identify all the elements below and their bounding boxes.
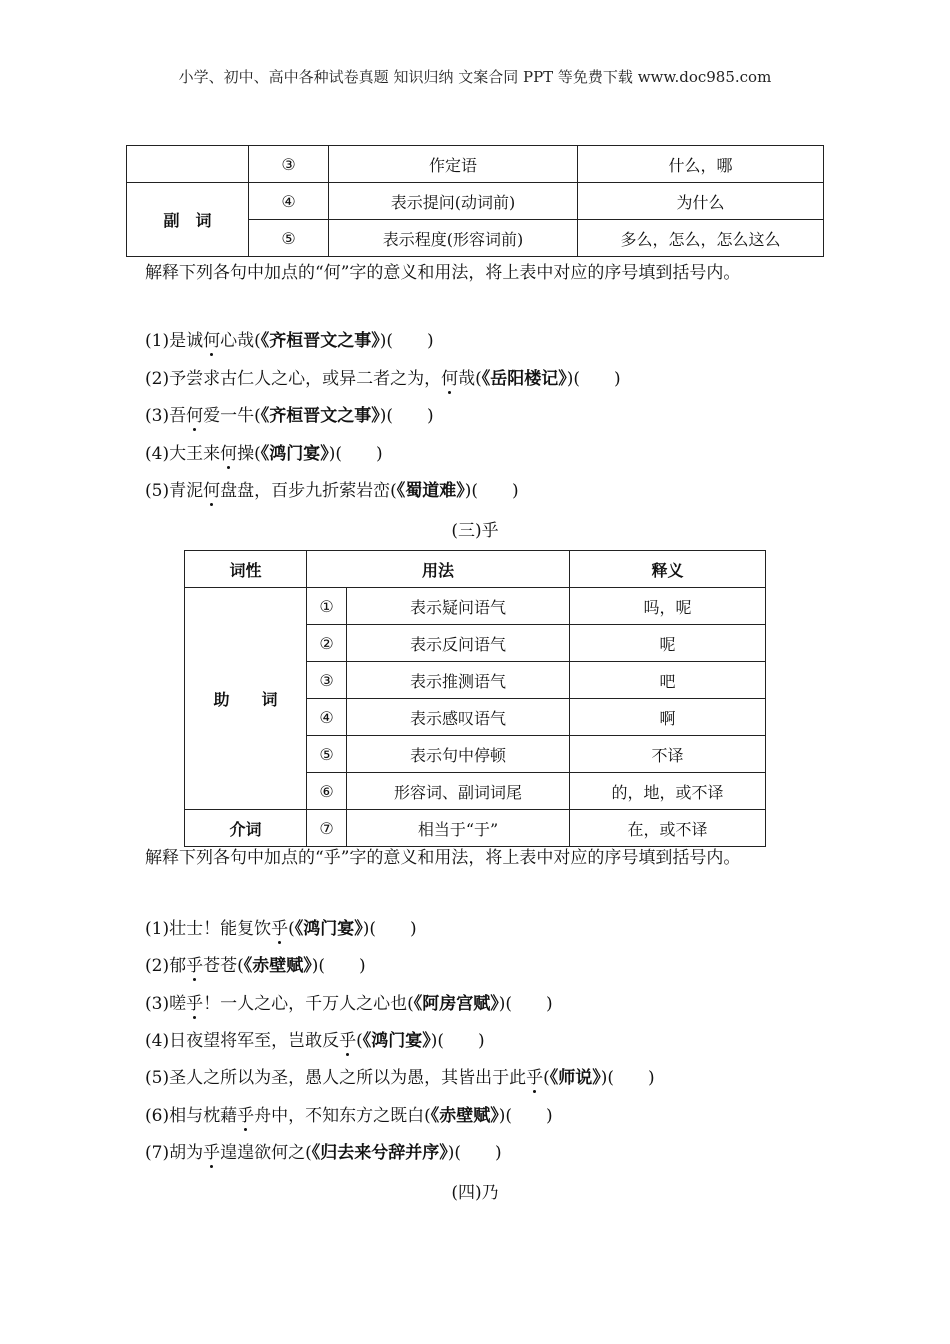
source-title: 《归去来兮辞并序》 xyxy=(311,1142,448,1163)
sentence-text: 苍苍( xyxy=(203,956,244,977)
answer-blank: )( ) xyxy=(600,1068,655,1089)
hu-instruction: 解释下列各句中加点的“乎”字的意义和用法，将上表中对应的序号填到括号内。 xyxy=(145,848,741,868)
meaning-cell: 的，地，或不译 xyxy=(570,773,766,810)
pos-cell-jieci: 介词 xyxy=(185,810,307,847)
example-sentence xyxy=(145,401,434,426)
sentence-text: (7)胡为 xyxy=(145,1142,204,1163)
answer-blank: )( ) xyxy=(464,481,519,501)
meaning-cell: 呢 xyxy=(570,625,766,662)
num-cell: ② xyxy=(307,625,347,662)
meaning-cell: 多么，怎么，怎么这么 xyxy=(578,220,824,257)
usage-cell: 表示感叹语气 xyxy=(347,699,570,736)
table-row xyxy=(127,183,824,220)
dotted-char: 乎 xyxy=(237,1101,254,1126)
usage-cell: 表示疑问语气 xyxy=(347,588,570,625)
answer-blank: )( ) xyxy=(447,1142,502,1163)
meaning-cell: 吧 xyxy=(570,662,766,699)
sentence-text: (6)相与枕藉 xyxy=(145,1105,238,1126)
answer-blank: )( ) xyxy=(379,331,434,351)
example-sentence xyxy=(145,1063,655,1088)
num-cell: ④ xyxy=(249,183,329,220)
dotted-char: 何 xyxy=(441,364,458,389)
usage-cell: 形容词、副词词尾 xyxy=(347,773,570,810)
sentence-text: 哉( xyxy=(458,368,482,389)
section-title-hu: (三)乎 xyxy=(451,521,499,541)
sentence-text: (2)郁 xyxy=(145,956,187,977)
sentence-text: ( xyxy=(288,919,295,939)
source-title: 《齐桓晋文之事》 xyxy=(260,331,380,351)
sentence-text: (3)吾 xyxy=(145,406,187,426)
example-sentence xyxy=(145,476,519,501)
usage-cell: 表示推测语气 xyxy=(347,662,570,699)
dotted-char: 何 xyxy=(203,476,220,501)
source-title: 《鸿门宴》 xyxy=(362,1030,431,1051)
meaning-cell: 啊 xyxy=(570,699,766,736)
usage-cell: 表示提问(动词前) xyxy=(329,183,578,220)
hu-usage-table xyxy=(184,550,766,847)
example-sentence xyxy=(145,439,383,464)
num-cell: ④ xyxy=(307,699,347,736)
num-cell: ⑤ xyxy=(249,220,329,257)
answer-blank: )( ) xyxy=(498,993,553,1014)
source-title: 《鸿门宴》 xyxy=(294,919,363,939)
num-cell: ⑥ xyxy=(307,773,347,810)
sentence-text: (1)壮士！能复饮 xyxy=(145,919,272,939)
example-sentence xyxy=(145,1138,502,1163)
answer-blank: )( ) xyxy=(498,1105,553,1126)
he-usage-table xyxy=(126,145,824,257)
example-sentence xyxy=(145,914,417,939)
table-header-row xyxy=(185,551,766,588)
answer-blank: )( ) xyxy=(328,443,383,464)
sentence-text: (1)是诚 xyxy=(145,331,204,351)
num-cell: ③ xyxy=(249,146,329,183)
example-sentence xyxy=(145,951,366,976)
meaning-cell: 吗，呢 xyxy=(570,588,766,625)
sentence-text: (5)青泥 xyxy=(145,481,204,501)
answer-blank: )( ) xyxy=(566,368,621,389)
table-row xyxy=(185,588,766,625)
num-cell: ① xyxy=(307,588,347,625)
example-sentence xyxy=(145,1026,485,1051)
sentence-text: 遑遑欲何之( xyxy=(220,1142,312,1163)
dotted-char: 乎 xyxy=(186,951,203,976)
sentence-text: ( xyxy=(356,1030,363,1051)
source-title: 《赤壁赋》 xyxy=(243,956,312,977)
sentence-text: (4)日夜望将军至，岂敢反 xyxy=(145,1030,340,1051)
sentence-text: 爱一牛( xyxy=(203,406,261,426)
example-sentence xyxy=(145,364,621,389)
dotted-char: 乎 xyxy=(186,989,203,1014)
usage-cell: 表示反问语气 xyxy=(347,625,570,662)
dotted-char: 乎 xyxy=(339,1026,356,1051)
sentence-text: (2)予尝求古仁人之心，或异二者之为， xyxy=(145,368,442,389)
pos-cell xyxy=(127,146,249,183)
example-sentence xyxy=(145,326,434,351)
header-pos: 词性 xyxy=(185,551,307,588)
source-title: 《鸿门宴》 xyxy=(260,443,329,464)
pos-cell: 副 词 xyxy=(127,183,249,257)
source-title: 《阿房宫赋》 xyxy=(413,993,499,1014)
source-title: 《蜀道难》 xyxy=(396,481,465,501)
dotted-char: 何 xyxy=(203,326,220,351)
usage-cell: 相当于“于” xyxy=(347,810,570,847)
meaning-cell: 在，或不译 xyxy=(570,810,766,847)
sentence-text: (5)圣人之所以为圣，愚人之所以为愚，其皆出于此 xyxy=(145,1068,527,1089)
dotted-char: 乎 xyxy=(526,1063,543,1088)
sentence-text: 舟中，不知东方之既白( xyxy=(254,1105,431,1126)
meaning-cell: 什么，哪 xyxy=(578,146,824,183)
source-title: 《师说》 xyxy=(549,1068,601,1089)
num-cell: ⑦ xyxy=(307,810,347,847)
sentence-text: ( xyxy=(543,1068,550,1089)
answer-blank: )( ) xyxy=(362,919,417,939)
answer-blank: )( ) xyxy=(311,956,366,977)
pos-cell-zhuci: 助 词 xyxy=(185,588,307,810)
usage-cell: 作定语 xyxy=(329,146,578,183)
dotted-char: 乎 xyxy=(271,914,288,939)
dotted-char: 何 xyxy=(186,401,203,426)
sentence-text: 操( xyxy=(237,443,261,464)
answer-blank: )( ) xyxy=(430,1030,485,1051)
num-cell: ⑤ xyxy=(307,736,347,773)
dotted-char: 何 xyxy=(220,439,237,464)
source-title: 《赤壁赋》 xyxy=(430,1105,499,1126)
meaning-cell: 不译 xyxy=(570,736,766,773)
sentence-text: (3)嗟 xyxy=(145,993,187,1014)
usage-cell: 表示句中停顿 xyxy=(347,736,570,773)
num-cell: ③ xyxy=(307,662,347,699)
source-title: 《齐桓晋文之事》 xyxy=(260,406,380,426)
meaning-cell: 为什么 xyxy=(578,183,824,220)
page-header: 小学、初中、高中各种试卷真题 知识归纳 文案合同 PPT 等免费下载 www.doc985.com xyxy=(178,68,772,86)
example-sentence xyxy=(145,1101,553,1126)
header-meaning: 释义 xyxy=(570,551,766,588)
example-sentence xyxy=(145,989,553,1014)
sentence-text: 心哉( xyxy=(220,331,261,351)
sentence-text: (4)大王来 xyxy=(145,443,221,464)
dotted-char: 乎 xyxy=(203,1138,220,1163)
answer-blank: )( ) xyxy=(379,406,434,426)
table-row xyxy=(127,146,824,183)
section-title-nai: (四)乃 xyxy=(451,1183,499,1203)
usage-cell: 表示程度(形容词前) xyxy=(329,220,578,257)
sentence-text: 盘盘，百步九折萦岩峦( xyxy=(220,481,397,501)
he-instruction: 解释下列各句中加点的“何”字的意义和用法，将上表中对应的序号填到括号内。 xyxy=(145,263,741,283)
sentence-text: ！一人之心，千万人之心也( xyxy=(203,993,414,1014)
header-usage: 用法 xyxy=(307,551,570,588)
source-title: 《岳阳楼记》 xyxy=(481,368,567,389)
